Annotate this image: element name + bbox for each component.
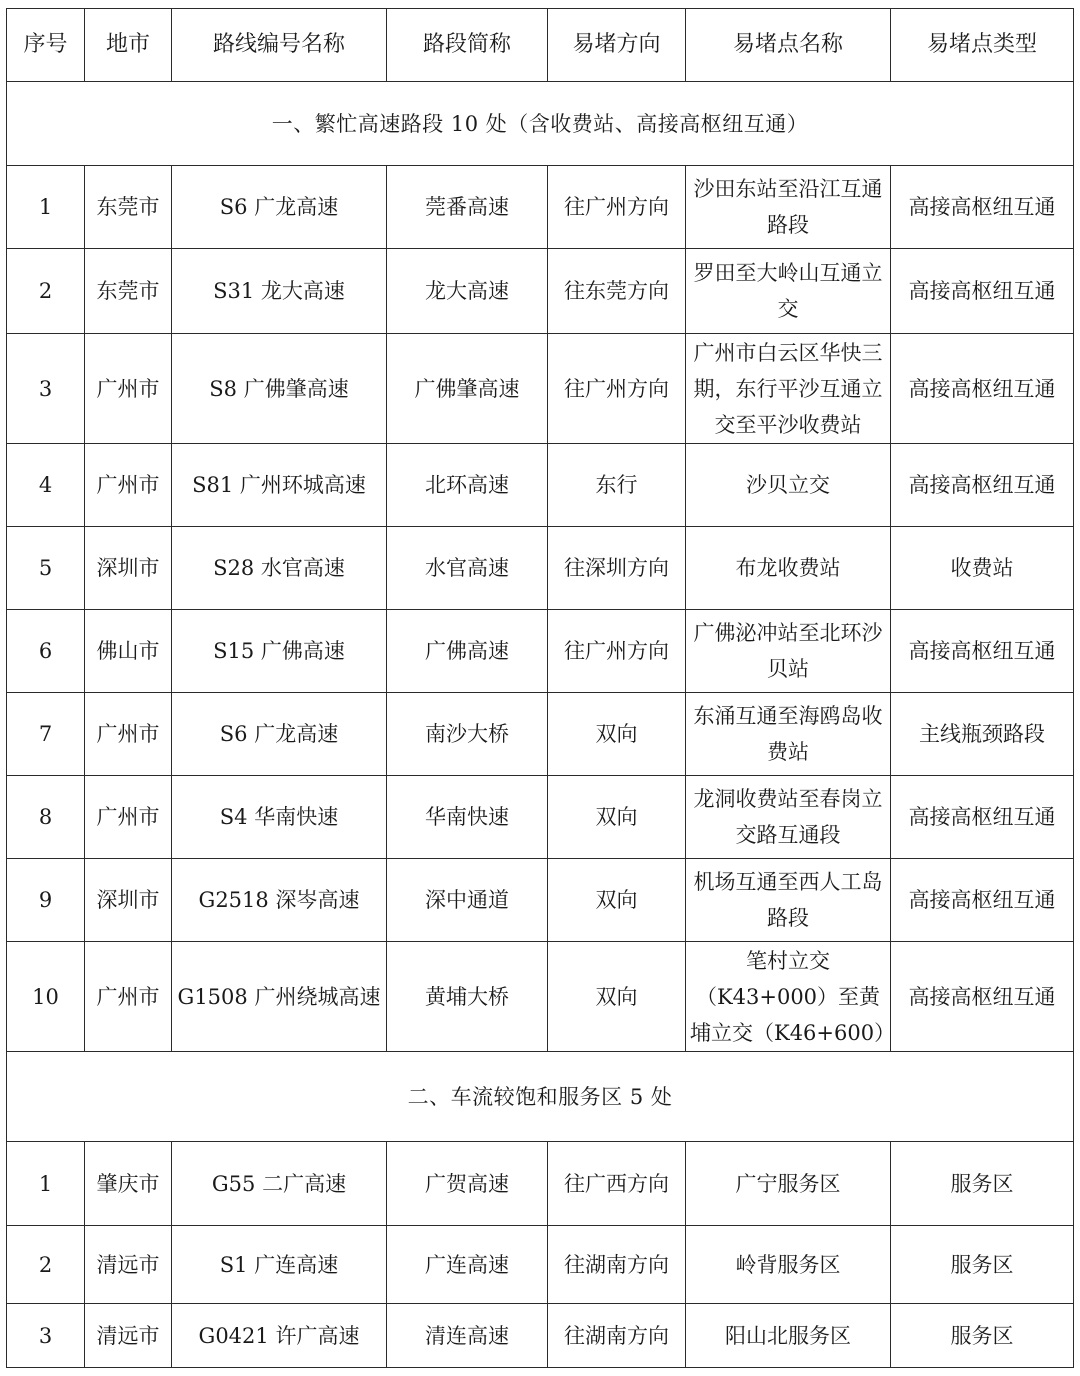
cell-direction: 往湖南方向 [548,1304,686,1368]
cell-type: 服务区 [891,1304,1074,1368]
cell-route: G1508 广州绕城高速 [172,942,387,1052]
section-title: 一、繁忙高速路段 10 处（含收费站、高接高枢纽互通） [7,82,1074,166]
cell-city: 清远市 [85,1226,172,1304]
table-row [7,610,1074,693]
cell-city: 广州市 [85,776,172,859]
cell-route: S1 广连高速 [172,1226,387,1304]
cell-city: 广州市 [85,693,172,776]
cell-no: 1 [7,1142,85,1226]
cell-no: 5 [7,527,85,610]
header-cell-city: 地市 [85,9,172,82]
cell-route: S31 龙大高速 [172,249,387,334]
header-row [7,9,1074,82]
cell-city: 肇庆市 [85,1142,172,1226]
cell-type: 高接高枢纽互通 [891,610,1074,693]
cell-direction: 双向 [548,693,686,776]
cell-point: 广州市白云区华快三期，东行平沙互通立交至平沙收费站 [686,334,891,444]
cell-direction: 往东莞方向 [548,249,686,334]
cell-type: 高接高枢纽互通 [891,334,1074,444]
section-title: 二、车流较饱和服务区 5 处 [7,1052,1074,1142]
cell-city: 深圳市 [85,859,172,942]
cell-point: 沙贝立交 [686,444,891,527]
cell-route: G0421 许广高速 [172,1304,387,1368]
cell-segment: 水官高速 [387,527,548,610]
table-row [7,166,1074,249]
cell-point: 笔村立交（K43+000）至黄埔立交（K46+600） [686,942,891,1052]
cell-direction: 往广州方向 [548,334,686,444]
cell-city: 东莞市 [85,166,172,249]
cell-type: 高接高枢纽互通 [891,776,1074,859]
cell-type: 服务区 [891,1142,1074,1226]
cell-route: S15 广佛高速 [172,610,387,693]
cell-segment: 深中通道 [387,859,548,942]
cell-segment: 华南快速 [387,776,548,859]
cell-point: 罗田至大岭山互通立交 [686,249,891,334]
cell-route: S4 华南快速 [172,776,387,859]
cell-type: 高接高枢纽互通 [891,444,1074,527]
cell-segment: 莞番高速 [387,166,548,249]
cell-point: 布龙收费站 [686,527,891,610]
header-cell-direction: 易堵方向 [548,9,686,82]
table-row [7,1142,1074,1226]
cell-direction: 双向 [548,859,686,942]
cell-type: 服务区 [891,1226,1074,1304]
table-row [7,1304,1074,1368]
cell-segment: 广贺高速 [387,1142,548,1226]
header-cell-point: 易堵点名称 [686,9,891,82]
cell-route: S28 水官高速 [172,527,387,610]
cell-no: 9 [7,859,85,942]
cell-point: 龙洞收费站至春岗立交路互通段 [686,776,891,859]
cell-city: 佛山市 [85,610,172,693]
cell-direction: 往湖南方向 [548,1226,686,1304]
cell-type: 高接高枢纽互通 [891,942,1074,1052]
cell-segment: 广佛肇高速 [387,334,548,444]
table-row [7,693,1074,776]
cell-city: 深圳市 [85,527,172,610]
cell-point: 东涌互通至海鸥岛收费站 [686,693,891,776]
cell-city: 清远市 [85,1304,172,1368]
table-row [7,776,1074,859]
cell-direction: 往广西方向 [548,1142,686,1226]
cell-segment: 龙大高速 [387,249,548,334]
cell-no: 2 [7,1226,85,1304]
cell-point: 阳山北服务区 [686,1304,891,1368]
section-row [7,82,1074,166]
cell-type: 收费站 [891,527,1074,610]
header-cell-type: 易堵点类型 [891,9,1074,82]
table-row [7,444,1074,527]
cell-segment: 南沙大桥 [387,693,548,776]
cell-no: 3 [7,1304,85,1368]
cell-city: 东莞市 [85,249,172,334]
cell-point: 岭背服务区 [686,1226,891,1304]
cell-no: 1 [7,166,85,249]
cell-direction: 往广州方向 [548,166,686,249]
cell-point: 沙田东站至沿江互通路段 [686,166,891,249]
cell-point: 机场互通至西人工岛路段 [686,859,891,942]
cell-point: 广佛泌冲站至北环沙贝站 [686,610,891,693]
table-row [7,334,1074,444]
cell-no: 2 [7,249,85,334]
cell-segment: 北环高速 [387,444,548,527]
cell-route: S6 广龙高速 [172,693,387,776]
cell-type: 主线瓶颈路段 [891,693,1074,776]
cell-segment: 广佛高速 [387,610,548,693]
cell-route: G2518 深岑高速 [172,859,387,942]
cell-direction: 双向 [548,942,686,1052]
cell-type: 高接高枢纽互通 [891,249,1074,334]
cell-point: 广宁服务区 [686,1142,891,1226]
cell-type: 高接高枢纽互通 [891,166,1074,249]
table-row [7,1226,1074,1304]
table-row [7,942,1074,1052]
cell-city: 广州市 [85,444,172,527]
cell-no: 4 [7,444,85,527]
cell-no: 6 [7,610,85,693]
table-row [7,527,1074,610]
congestion-table [6,8,1074,1368]
cell-route: G55 二广高速 [172,1142,387,1226]
cell-route: S6 广龙高速 [172,166,387,249]
cell-route: S81 广州环城高速 [172,444,387,527]
cell-segment: 清连高速 [387,1304,548,1368]
cell-route: S8 广佛肇高速 [172,334,387,444]
cell-segment: 黄埔大桥 [387,942,548,1052]
table-row [7,249,1074,334]
cell-no: 8 [7,776,85,859]
cell-no: 10 [7,942,85,1052]
cell-direction: 双向 [548,776,686,859]
cell-city: 广州市 [85,334,172,444]
header-cell-segment: 路段简称 [387,9,548,82]
cell-segment: 广连高速 [387,1226,548,1304]
header-cell-route: 路线编号名称 [172,9,387,82]
cell-direction: 东行 [548,444,686,527]
cell-city: 广州市 [85,942,172,1052]
header-cell-no: 序号 [7,9,85,82]
cell-no: 3 [7,334,85,444]
cell-direction: 往广州方向 [548,610,686,693]
table-row [7,859,1074,942]
cell-type: 高接高枢纽互通 [891,859,1074,942]
section-row [7,1052,1074,1142]
cell-no: 7 [7,693,85,776]
cell-direction: 往深圳方向 [548,527,686,610]
